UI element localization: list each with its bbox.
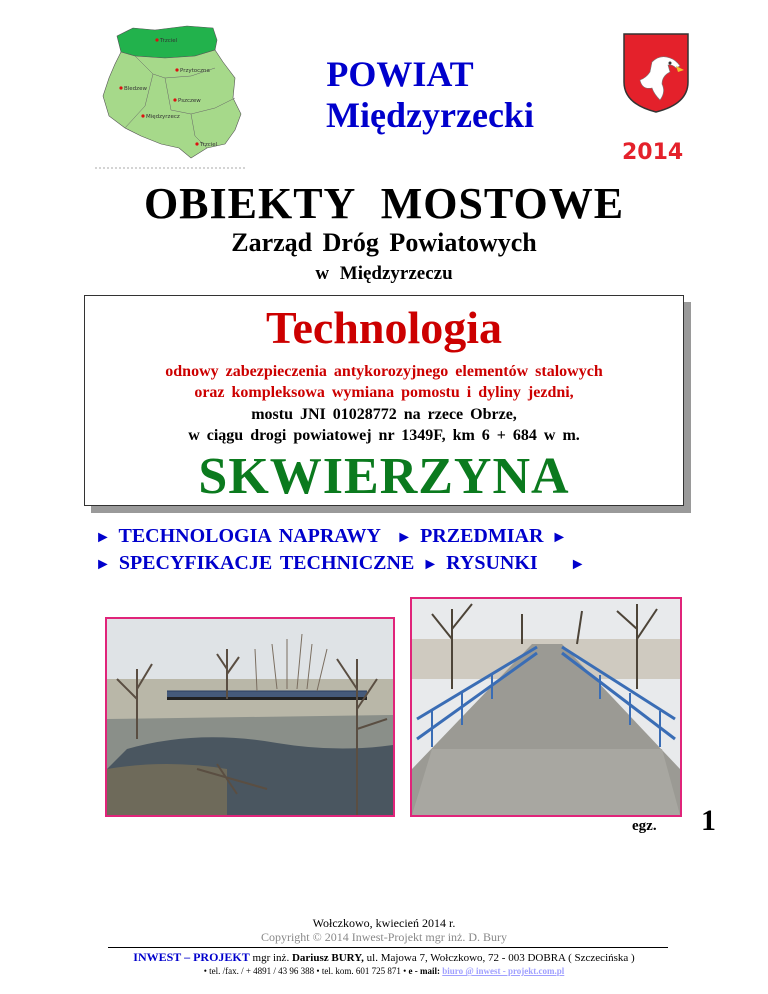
triangle-marker-icon: ► bbox=[569, 556, 586, 573]
document-date: Wołczkowo, kwiecień 2014 r. bbox=[312, 916, 456, 930]
author-prefix: mgr inż. bbox=[252, 952, 290, 964]
copy-label: egz. bbox=[632, 818, 657, 834]
footer-divider bbox=[108, 947, 668, 948]
footer-company-line bbox=[0, 950, 768, 965]
triangle-marker-icon: ► bbox=[551, 529, 568, 546]
contents-item: TECHNOLOGIA NAPRAWY bbox=[118, 525, 381, 547]
contents-line bbox=[95, 524, 705, 550]
town-name: SKWIERZYNA bbox=[198, 448, 570, 505]
map-town-label: Bledzew bbox=[124, 86, 147, 92]
company-address: ul. Majowa 7, Wołczkowo, 72 - 003 DOBRA ( Szczecińska ) bbox=[366, 952, 635, 964]
triangle-marker-icon: ► bbox=[422, 556, 439, 573]
map-town-label: Trzciel bbox=[200, 142, 218, 148]
email-label: e - mail: bbox=[408, 966, 440, 976]
description-line: mostu JNI 01028772 na rzece Obrze, bbox=[251, 406, 517, 423]
triangle-marker-icon: ► bbox=[95, 529, 111, 546]
map-town-label: Pszczew bbox=[178, 98, 201, 104]
photo-bridge-river bbox=[105, 617, 395, 817]
description-line: oraz kompleksowa wymiana pomostu i dyliny jezdni, bbox=[194, 384, 574, 401]
author-name: Dariusz BURY, bbox=[291, 952, 364, 964]
contents-item: SPECYFIKACJE TECHNICZNE bbox=[118, 552, 415, 574]
map-region-main bbox=[103, 50, 241, 158]
technology-heading: Technologia bbox=[265, 302, 503, 353]
county-map bbox=[95, 18, 250, 178]
powiat-label: POWIAT bbox=[326, 54, 474, 94]
contents-item: RYSUNKI bbox=[446, 552, 538, 574]
description-line: w ciągu drogi powiatowej nr 1349F, km 6 + 684 w m. bbox=[188, 427, 580, 444]
contents-line bbox=[95, 551, 705, 577]
description-line: odnowy zabezpieczenia antykorozyjnego elementów stalowych bbox=[165, 363, 603, 380]
copyright-text: Copyright © 2014 Inwest-Projekt mgr inż. D. Bury bbox=[260, 930, 508, 944]
document-year: 2014 bbox=[622, 140, 684, 165]
map-town-label: Przytoczna bbox=[180, 68, 210, 74]
copy-number: 1 bbox=[701, 804, 716, 837]
authority-name: Zarząd Dróg Powiatowych bbox=[231, 228, 537, 257]
powiat-name: Międzyrzecki bbox=[326, 95, 534, 135]
email-link[interactable]: biuro @ inwest - projekt.com.pl bbox=[442, 966, 565, 976]
photo-bridge-deck bbox=[410, 597, 682, 817]
authority-location: w Międzyrzeczu bbox=[315, 263, 453, 284]
triangle-marker-icon: ► bbox=[95, 556, 111, 573]
main-title: OBIEKTY MOSTOWE bbox=[143, 179, 625, 228]
company-name: INWEST – PROJEKT bbox=[133, 950, 250, 964]
map-town-label: Trzciel bbox=[160, 38, 178, 44]
map-town-label: Międzyrzecz bbox=[146, 114, 180, 120]
contact-phone: • tel. /fax. / + 4891 / 43 96 388 • tel. kom. 601 725 871 • bbox=[203, 966, 407, 976]
contents-item: PRZEDMIAR bbox=[420, 525, 544, 547]
footer-contact-line bbox=[0, 966, 768, 976]
triangle-marker-icon: ► bbox=[396, 529, 413, 546]
coat-of-arms-icon bbox=[622, 32, 690, 114]
